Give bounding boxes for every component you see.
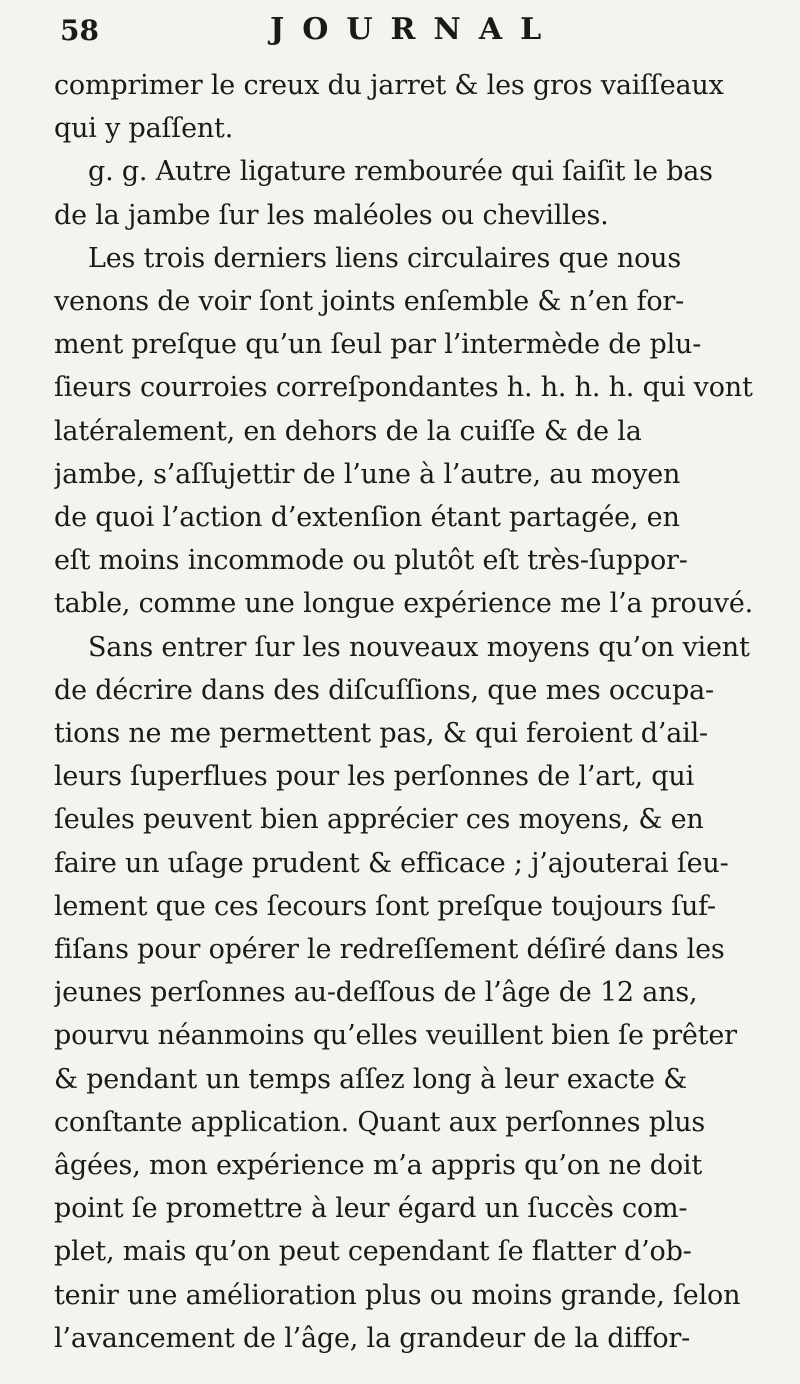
text-line: âgées, mon expérience m’a appris qu’on ne doit [54, 1150, 703, 1182]
text-line: l’avancement de l’âge, la grandeur de la diffor- [54, 1322, 691, 1354]
text-line: eſt moins incommode ou plutôt eſt très-ſuppor- [54, 545, 688, 577]
text-line: jeunes perſonnes au-deſſous de l’âge de 12 ans, [54, 977, 698, 1009]
text-line: table, comme une longue expérience me l’a prouvé. [54, 588, 753, 620]
page-number: 58 [60, 14, 99, 47]
text-line: ſieurs courroies correſpondantes h. h. h. h. qui vont [54, 372, 753, 404]
text-line: ſeules peuvent bien apprécier ces moyens, & en [54, 804, 704, 836]
page-header [60, 10, 780, 54]
text-line: lement que ces ſecours ſont preſque toujours ſuf- [54, 890, 716, 922]
text-line: faire un uſage prudent & efficace ; j’ajouterai ſeu- [54, 847, 729, 879]
text-line: g. g. Autre ligature rembourée qui ſaiſit le bas [88, 156, 713, 188]
text-line: point ſe promettre à leur égard un ſuccès com- [54, 1193, 688, 1225]
text-line: venons de voir ſont joints enſemble & n’en for- [54, 286, 685, 318]
text-line: leurs ſuperflues pour les perſonnes de l’art, qui [54, 761, 695, 793]
text-line: de décrire dans des diſcuſſions, que mes occupa- [54, 674, 714, 706]
text-line: pourvu néanmoins qu’elles veuillent bien ſe prêter [54, 1020, 737, 1052]
text-line: Les trois derniers liens circulaires que nous [88, 242, 682, 274]
text-line: tions ne me permettent pas, & qui feroient d’ail- [54, 718, 708, 750]
text-line: & pendant un temps aſſez long à leur exacte & [54, 1063, 688, 1095]
text-line: latéralement, en dehors de la cuiſſe & de la [54, 415, 642, 447]
text-line: de la jambe ſur les maléoles ou chevilles. [54, 199, 609, 231]
body-text [54, 64, 786, 1360]
text-line: plet, mais qu’on peut cependant ſe flatter d’ob- [54, 1236, 692, 1268]
text-line: jambe, s’aſſujettir de l’une à l’autre, au moyen [54, 458, 681, 490]
text-line: qui y paſſent. [54, 113, 234, 145]
text-line: comprimer le creux du jarret & les gros vaiſſeaux [54, 70, 724, 101]
text-line: ment preſque qu’un ſeul par l’intermède de plu- [54, 329, 702, 361]
running-head: JOURNAL [270, 12, 560, 47]
text-line: fiſans pour opérer le redreſſement déſiré dans les [54, 934, 725, 966]
text-line: de quoi l’action d’extenſion étant partagée, en [54, 502, 680, 534]
text-line: conſtante application. Quant aux perſonnes plus [54, 1106, 706, 1138]
text-line: tenir une amélioration plus ou moins grande, ſelon [54, 1279, 741, 1311]
text-line: Sans entrer ſur les nouveaux moyens qu’on vient [88, 631, 750, 663]
